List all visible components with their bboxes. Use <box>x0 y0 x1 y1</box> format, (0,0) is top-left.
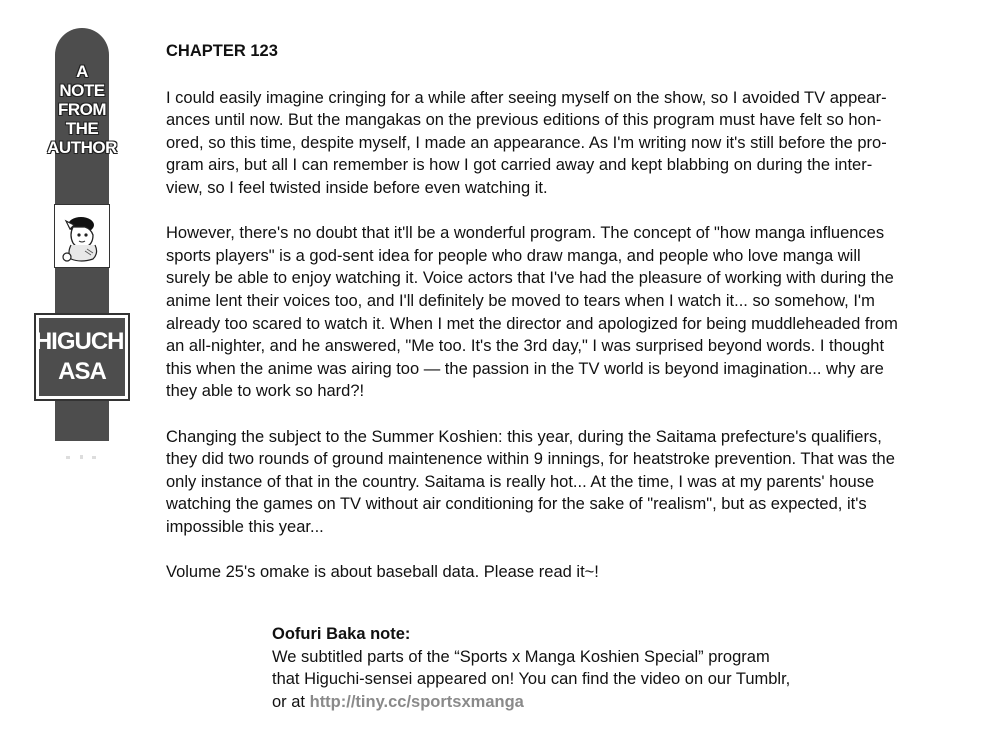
paragraph-line: However, there's no doubt that it'll be a wonderful program. The concept of "how manga influences <box>166 224 885 243</box>
paragraph-line: gram airs, but all I can remember is how I got carried away and kept blabbing on during the inter- <box>166 156 873 175</box>
paragraph-line: impossible this year... <box>166 517 324 536</box>
note-label-line: THE <box>65 119 99 138</box>
author-name-line: HIGUCHI <box>34 328 130 355</box>
paragraph-line: view, so I feel twisted inside before even watching it. <box>166 178 548 197</box>
paragraph-line: watching the games on TV without air conditioning for the sake of "realism", but as expected, it's <box>166 495 867 514</box>
paragraph-line: they did two rounds of ground maintenence within 9 innings, for heatstroke prevention. That was the <box>166 450 895 469</box>
author-name-line: ASA <box>58 358 106 385</box>
paragraph <box>166 222 946 403</box>
paragraph-line: ances until now. But the mangakas on the previous editions of this program must have felt so hon- <box>166 111 882 130</box>
translator-note-line: We subtitled parts of the “Sports x Manga Koshien Special” program <box>272 647 770 666</box>
note-label-line: AUTHOR <box>47 138 117 157</box>
translator-note-title: Oofuri Baka note: <box>272 625 411 643</box>
paragraph-line: anime lent their voices too, and I'll definitely be moved to tears when I watch it... so somehow, I'm <box>166 291 875 310</box>
translator-note-line: that Higuchi-sensei appeared on! You can find the video on our Tumblr, <box>272 670 791 689</box>
note-label-line: FROM <box>57 100 107 119</box>
paragraph-line: ored, so this time, despite myself, I made an appearance. As I'm writing now it's still before the pro- <box>166 133 887 152</box>
paragraph-line: Changing the subject to the Summer Koshien: this year, during the Saitama prefecture's qualifiers, <box>166 427 882 446</box>
paragraph-line: an all-nighter, and he answered, "Me too. It's the 3rd day," I was surprised beyond words. I thought <box>166 337 885 356</box>
author-portrait <box>54 204 110 268</box>
note-from-author-label <box>44 62 120 157</box>
chapter-title: CHAPTER 123 <box>166 42 278 60</box>
note-label-line: A <box>76 62 88 81</box>
paragraph-line: I could easily imagine cringing for a while after seeing myself on the show, so I avoided TV appear- <box>166 88 887 107</box>
translator-note <box>272 623 872 713</box>
paragraph-line: surely be able to enjoy watching it. Voice actors that I've had the pleasure of working with during the <box>166 269 894 288</box>
note-content <box>166 40 946 606</box>
translator-note-line <box>272 691 872 714</box>
paragraph-line: they able to work so hard?! <box>166 382 365 401</box>
paragraph <box>166 426 946 539</box>
note-label-line: NOTE <box>59 81 105 100</box>
paragraph <box>166 561 946 584</box>
cat-caricature-icon <box>55 205 109 267</box>
paragraph-line: sports players" is a god-sent idea for people who draw manga, and people who love manga will <box>166 246 861 265</box>
tumblr-link[interactable]: http://tiny.cc/sportsxmanga <box>309 692 524 711</box>
paragraph-line: this when the anime was airing too — the passion in the TV world is beyond imagination... why are <box>166 359 884 378</box>
author-name-box <box>36 315 128 399</box>
paragraph-line: already too scared to watch it. When I met the director and apologized for being muddleheaded from <box>166 314 898 333</box>
decorative-dots <box>60 452 110 464</box>
paragraph <box>166 87 946 200</box>
paragraph-line: Volume 25's omake is about baseball data. Please read it~! <box>166 563 599 582</box>
paragraph-line: only instance of that in the country. Saitama is really hot... At the time, I was at my parents' house <box>166 472 875 491</box>
link-prefix: or at <box>272 692 310 711</box>
